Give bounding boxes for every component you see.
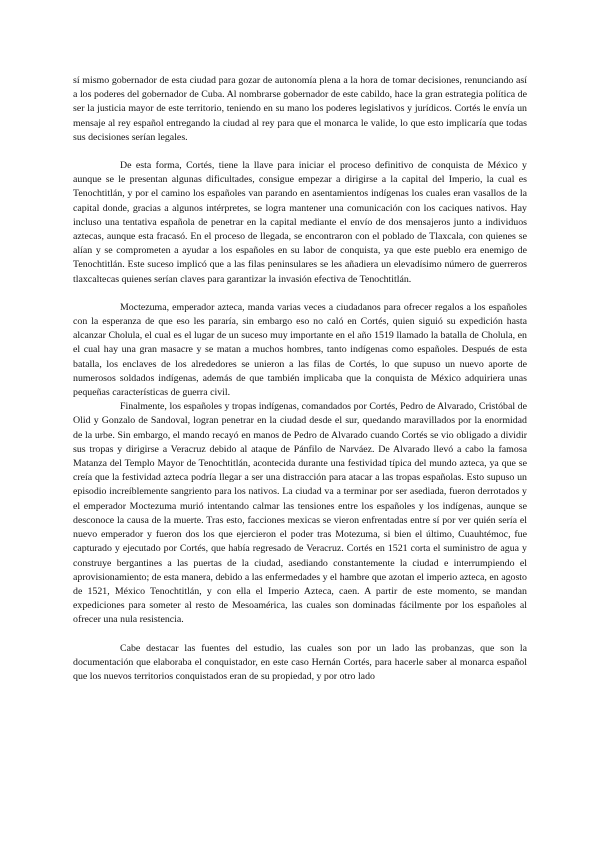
paragraph-5: Cabe destacar las fuentes del estudio, las cuales son por un lado las probanzas, que son la documentación que elaboraba el conquistador, en este caso Hernán Cortés, para hacerle saber al monarca español que los nuevos territorios conquistados eran de su propiedad, y por otro lado — [73, 642, 527, 682]
paragraph-1: sí mismo gobernador de esta ciudad para gozar de autonomía plena a la hora de tomar decisiones, renunciando así a los poderes del gobernador de Cuba. Al nombrarse gobernador de este cabildo, hace la gran estrategia política de ser la justicia mayor de este territorio, teniendo en su mano los poderes legislativos y jurídicos. Cortés le envía un mensaje al rey español entregando la ciudad al rey para que el monarca le valide, lo que esto implicaría que todas sus decisiones serían legales. — [73, 75, 527, 143]
paragraph-3: Moctezuma, emperador azteca, manda varias veces a ciudadanos para ofrecer regalos a los españoles con la esperanza de que eso les pararía, sin embargo eso no caló en Cortés, quien siguió su expedición hasta alcanzar Cholula, el cual es el lugar de un suceso muy importante en el año 1519 llamado la batalla de Cholula, en el cual hay una gran masacre y se matan a muchos hombres, tanto indígenas como españoles. Después de esta batalla, los enclaves de los alrededores se unieron a las filas de Cortés, lo que supuso un nuevo aporte de numerosos soldados indígenas, además de que también implicaba que la conquista de México adquiriera unas pequeñas características de guerra civil. — [73, 301, 527, 399]
paragraph-4: Finalmente, los españoles y tropas indígenas, comandados por Cortés, Pedro de Alvarado, Cristóbal de Olid y Gonzalo de Sandoval, logran penetrar en la ciudad desde el sur, quedando maravillados por la enormidad de la urbe. Sin embargo, el mando recayó en manos de Pedro de Alvarado cuando Cortés se vio obligado a dividir sus tropas y dirigirse a Veracruz debido al ataque de Pánfilo de Narváez. De Alvarado llevó a cabo la famosa Matanza del Templo Mayor de Tenochtitlán, acontecida durante una festividad típica del mundo azteca, ya que se creía que la festividad azteca podría llegar a ser una distracción para atacar a las tropas españolas. Esto supuso un episodio increíblemente sangriento para los nativos. La ciudad va a terminar por ser asediada, fueron derrotados y el emperador Moctezuma murió intentando calmar las tensiones entre los españoles y los indígenas, aunque se desconoce la causa de la muerte. Tras esto, facciones mexicas se vieron enfrentadas entre sí por ver quién sería el nuevo emperador y fueron dos los que ejercieron el poder tras Motezuma, si bien el último, Cuauhtémoc, fue capturado y ejecutado por Cortés, que había regresado de Veracruz. Cortés en 1521 corta el suministro de agua y construye bergantines a las puertas de la ciudad, asediando constantemente la ciudad e interrumpiendo el aprovisionamiento; de esta manera, debido a las enfermedades y el hambre que azotan el imperio azteca, en agosto de 1521, México Tenochtitlán, y con ella el Imperio Azteca, caen. A partir de este momento, se mandan expediciones para someter al resto de Mesoamérica, las cuales son dominadas fácilmente por los españoles al ofrecer una nula resistencia. — [73, 401, 527, 626]
paragraph-2: De esta forma, Cortés, tiene la llave para iniciar el proceso definitivo de conquista de México y aunque se le presentan algunas dificultades, consigue empezar a dirigirse a la capital del Imperio, la cual es Tenochtitlán, y por el camino los españoles van parando en asentamientos indígenas los cuales eran vasallos de la capital donde, gracias a algunos intérpretes, se logra mantener una comunicación con los caciques nativos. Hay incluso una tentativa española de penetrar en la capital mediante el envío de dos mensajeros junto a individuos aztecas, aunque esta fracasó. En el proceso de llegada, se encontraron con el poblado de Tlaxcala, con quienes se alían y se comprometen a ayudar a los españoles en su labor de conquista, ya que este pueblo era enemigo de Tenochtitlán. Este suceso implicó que a las filas peninsulares se les añadiera un elevadísimo número de guerreros tlaxcaltecas quienes serían claves para garantizar la invasión efectiva de Tenochtitlán. — [73, 160, 527, 285]
